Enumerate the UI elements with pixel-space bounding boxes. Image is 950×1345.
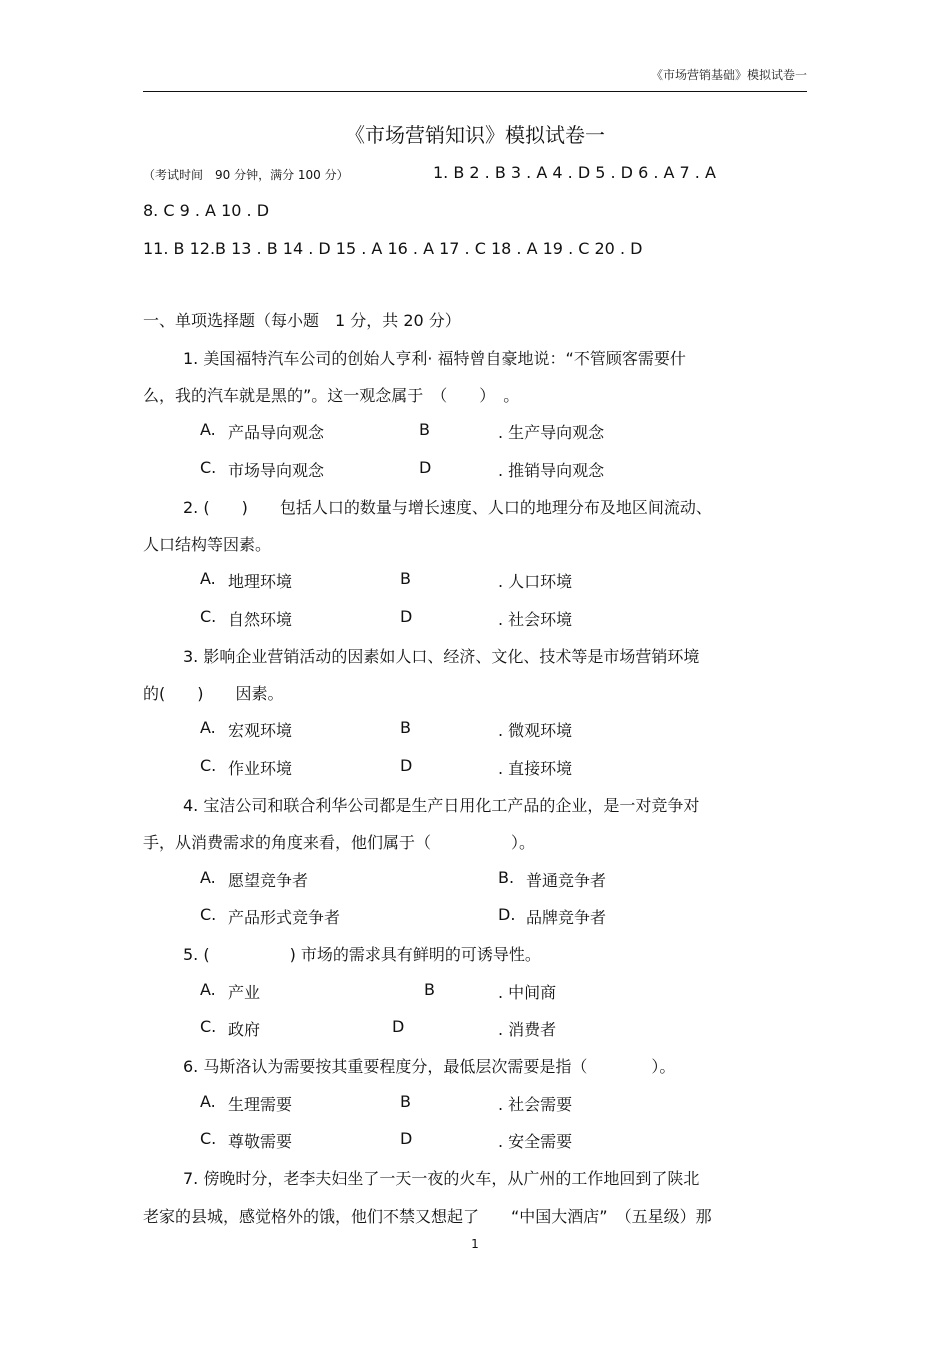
- option-d-letter: D: [400, 1129, 413, 1148]
- option-a-text: 产品导向观念: [228, 423, 325, 442]
- question-2-stem-line-2: 人口结构等因素。: [143, 535, 272, 554]
- option-c-text: 政府: [228, 1020, 261, 1039]
- option-c-letter: C.: [200, 607, 217, 626]
- option-c-text: 尊敬需要: [228, 1132, 293, 1151]
- answer-line-3: 11. B 12.B 13 . B 14 . D 15 . A 16 . A 17 . C 18 . A 19 . C 20 . D: [143, 239, 643, 258]
- option-b-letter: B: [419, 420, 430, 439]
- option-a-text: 地理环境: [228, 572, 293, 591]
- option-d-text: . 社会环境: [498, 610, 573, 629]
- option-a-text: 宏观环境: [228, 721, 293, 740]
- option-a-letter: A.: [200, 1092, 216, 1111]
- option-c-text: 市场导向观念: [228, 461, 325, 480]
- option-d-text: . 消费者: [498, 1020, 557, 1039]
- option-a-text: 愿望竞争者: [228, 871, 309, 890]
- option-d-letter: D: [419, 458, 432, 477]
- question-7-stem-line-2: 老家的县城，感觉格外的饿，他们不禁又想起了 “中国大酒店” （五星级）那: [143, 1207, 712, 1226]
- question-1-stem-line-1: 1. 美国福特汽车公司的创始人亨利· 福特曾自豪地说：“不管顾客需要什: [183, 349, 686, 368]
- answer-line-1: 1. B 2 . B 3 . A 4 . D 5 . D 6 . A 7 . A: [433, 163, 716, 182]
- option-b-letter: B.: [498, 868, 515, 887]
- option-b-text: . 微观环境: [498, 721, 573, 740]
- option-b-text: . 社会需要: [498, 1095, 573, 1114]
- option-d-text: . 直接环境: [498, 759, 573, 778]
- option-c-letter: C.: [200, 905, 217, 924]
- header-divider: [143, 91, 807, 92]
- question-5-stem-line-1: 5. ( ) 市场的需求具有鲜明的可诱导性。: [183, 945, 541, 964]
- option-c-text: 自然环境: [228, 610, 293, 629]
- exam-info: （考试时间 90 分钟，满分 100 分）: [143, 168, 349, 182]
- question-3-stem-line-2: 的( ) 因素。: [143, 684, 284, 703]
- option-c-text: 作业环境: [228, 759, 293, 778]
- option-d-letter: D: [400, 607, 413, 626]
- option-b-text: 普通竞争者: [526, 871, 607, 890]
- question-1-stem-line-2: 么，我的汽车就是黑的”。这一观念属于 （ ） 。: [143, 386, 520, 405]
- option-b-letter: B: [424, 980, 435, 999]
- option-c-letter: C.: [200, 458, 217, 477]
- option-d-text: 品牌竞争者: [526, 908, 607, 927]
- option-c-letter: C.: [200, 756, 217, 775]
- option-a-letter: A.: [200, 980, 216, 999]
- question-4-stem-line-1: 4. 宝洁公司和联合利华公司都是生产日用化工产品的企业，是一对竞争对: [183, 796, 700, 815]
- question-4-stem-line-2: 手，从消费需求的角度来看，他们属于（ ）。: [143, 833, 536, 852]
- running-header: 《市场营销基础》模拟试卷一: [650, 68, 807, 82]
- option-d-letter: D: [400, 756, 413, 775]
- option-c-letter: C.: [200, 1017, 217, 1036]
- option-a-letter: A.: [200, 420, 216, 439]
- option-a-text: 生理需要: [228, 1095, 293, 1114]
- option-b-letter: B: [400, 718, 411, 737]
- option-a-letter: A.: [200, 569, 216, 588]
- option-d-letter: D: [392, 1017, 405, 1036]
- option-b-text: . 中间商: [498, 983, 557, 1002]
- option-c-letter: C.: [200, 1129, 217, 1148]
- option-d-letter: D.: [498, 905, 516, 924]
- question-6-stem-line-1: 6. 马斯洛认为需要按其重要程度分，最低层次需要是指（ ）。: [183, 1057, 676, 1076]
- option-a-text: 产业: [228, 983, 261, 1002]
- option-c-text: 产品形式竞争者: [228, 908, 341, 927]
- option-d-text: . 安全需要: [498, 1132, 573, 1151]
- page-number: 1: [471, 1237, 479, 1251]
- option-b-text: . 生产导向观念: [498, 423, 605, 442]
- section-heading: 一、单项选择题（每小题 1 分，共 20 分）: [143, 311, 461, 330]
- option-b-letter: B: [400, 569, 411, 588]
- question-3-stem-line-1: 3. 影响企业营销活动的因素如人口、经济、文化、技术等是市场营销环境: [183, 647, 700, 666]
- option-b-text: . 人口环境: [498, 572, 573, 591]
- option-d-text: . 推销导向观念: [498, 461, 605, 480]
- option-b-letter: B: [400, 1092, 411, 1111]
- question-2-stem-line-1: 2. ( ) 包括人口的数量与增长速度、人口的地理分布及地区间流动、: [183, 498, 712, 517]
- option-a-letter: A.: [200, 718, 216, 737]
- option-a-letter: A.: [200, 868, 216, 887]
- page-title: 《市场营销知识》模拟试卷一: [345, 123, 605, 147]
- answer-line-2: 8. C 9 . A 10 . D: [143, 201, 270, 220]
- question-7-stem-line-1: 7. 傍晚时分，老李夫妇坐了一天一夜的火车，从广州的工作地回到了陕北: [183, 1169, 700, 1188]
